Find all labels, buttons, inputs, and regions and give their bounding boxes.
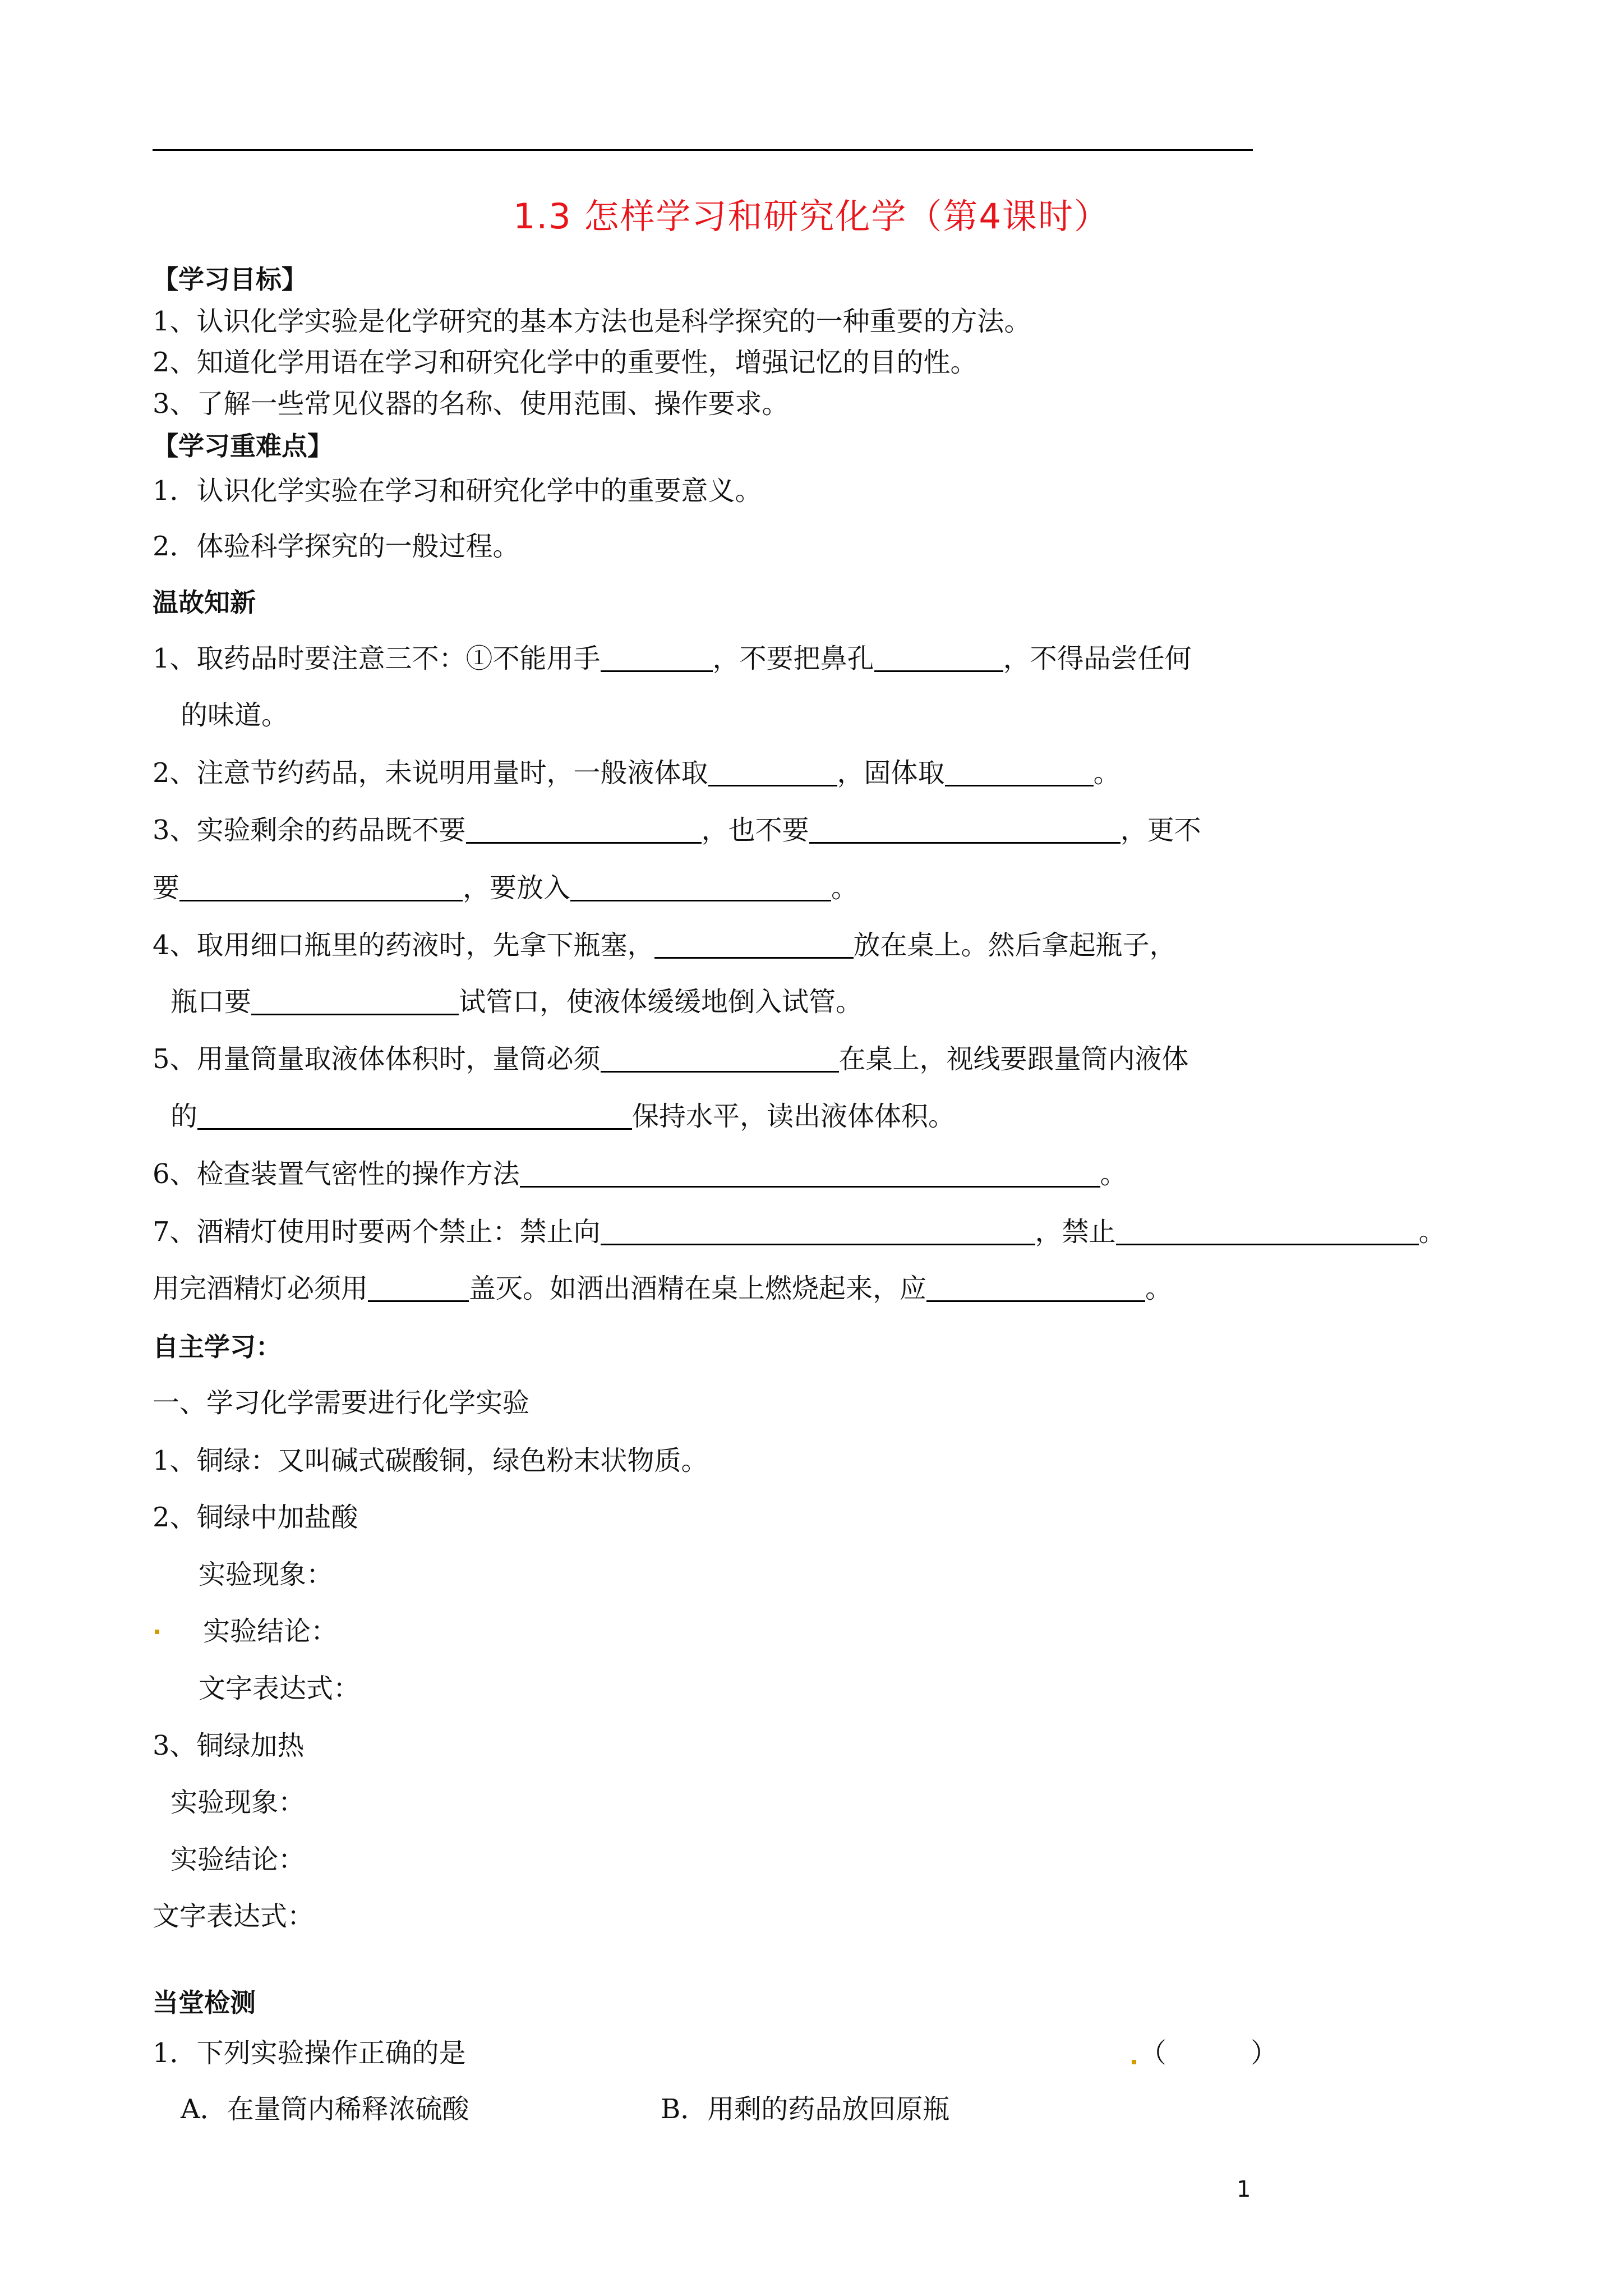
stray-mark — [1132, 2060, 1136, 2064]
q6-text-a: 6、检查装置气密性的操作方法 — [153, 1158, 520, 1190]
q1-blank-1[interactable] — [601, 646, 713, 672]
q3-text-c: ，更不 — [1120, 815, 1201, 846]
q5-blank-1[interactable] — [601, 1046, 839, 1073]
self-study-section: 一、学习化学需要进行化学实验 — [153, 1387, 530, 1419]
review-q2 — [153, 756, 1121, 790]
check-heading: 当堂检测 — [153, 1987, 256, 2018]
page-number: 1 — [1237, 2177, 1251, 2202]
goal-item: 1、认识化学实验是化学研究的基本方法也是科学探究的一种重要的方法。 — [153, 306, 1031, 337]
q2-text-a: 2、注意节约药品，未说明用量时，一般液体取 — [153, 757, 708, 789]
q4-text-a: 4、取用细口瓶里的药液时，先拿下瓶塞， — [153, 930, 654, 961]
q3-text-f: 。 — [831, 872, 859, 904]
q3-text-d: 要 — [153, 872, 180, 904]
paren-open: （ — [1140, 2037, 1167, 2069]
self-study-heading: 自主学习： — [153, 1332, 282, 1362]
goals-heading: 【学习目标】 — [153, 264, 307, 295]
q7-blank-4[interactable] — [926, 1276, 1145, 1302]
q7-text-c: 。 — [1418, 1216, 1446, 1248]
q2-text-b: ，固体取 — [837, 757, 945, 789]
word-equation-label: 文字表达式： — [199, 1673, 361, 1704]
q7-text-a: 7、酒精灯使用时要两个禁止：禁止向 — [153, 1216, 601, 1248]
q4-text-b: 放在桌上。然后拿起瓶子， — [853, 930, 1177, 961]
q4-blank-2[interactable] — [251, 989, 459, 1015]
q3-blank-2[interactable] — [809, 817, 1121, 844]
q4-text-d: 试管口，使液体缓缓地倒入试管。 — [459, 986, 863, 1018]
q4-blank-1[interactable] — [654, 932, 854, 959]
q7-text-d: 用完酒精灯必须用 — [153, 1273, 368, 1304]
q7-text-e: 盖灭。如洒出酒精在桌上燃烧起来，应 — [469, 1273, 927, 1304]
review-q4-line1 — [153, 928, 1177, 962]
q6-blank-1[interactable] — [520, 1161, 1100, 1188]
self-study-item: 2、铜绿中加盐酸 — [153, 1502, 358, 1533]
q5-text-c: 的 — [170, 1101, 198, 1132]
q7-text-f: 。 — [1145, 1273, 1173, 1304]
experiment-phenomenon-label: 实验现象： — [170, 1787, 306, 1818]
q3-text-a: 3、实验剩余的药品既不要 — [153, 815, 466, 846]
review-q3-line1 — [153, 813, 1201, 847]
q3-blank-1[interactable] — [466, 817, 702, 844]
paren-close: ） — [1251, 2037, 1278, 2069]
q6-text-b: 。 — [1100, 1158, 1127, 1190]
q2-blank-2[interactable] — [945, 760, 1094, 786]
page-title: 1.3 怎样学习和研究化学（第4课时） — [513, 196, 1110, 237]
q4-text-c: 瓶口要 — [170, 986, 252, 1018]
experiment-conclusion-label: 实验结论： — [203, 1616, 338, 1647]
header-rule — [153, 149, 1253, 151]
review-q3-line2 — [153, 871, 858, 905]
q2-blank-1[interactable] — [708, 760, 837, 786]
q5-text-d: 保持水平，读出液体体积。 — [632, 1101, 956, 1132]
review-q7-line1 — [153, 1215, 1446, 1249]
experiment-phenomenon-label: 实验现象： — [199, 1559, 334, 1590]
q1-blank-2[interactable] — [874, 646, 1003, 672]
q1-text-a: 1、取药品时要注意三不：①不能用手 — [153, 643, 601, 674]
q1-text-b: ，不要把鼻孔 — [712, 643, 874, 674]
answer-parentheses — [1140, 2036, 1278, 2070]
focus-heading: 【学习重难点】 — [153, 431, 333, 461]
q2-text-c: 。 — [1093, 757, 1121, 789]
q7-blank-3[interactable] — [368, 1276, 469, 1302]
q7-blank-1[interactable] — [601, 1219, 1035, 1245]
q3-blank-4[interactable] — [570, 875, 831, 901]
q1-text-c: ，不得品尝任何 — [1003, 643, 1192, 674]
focus-item: 2．体验科学探究的一般过程。 — [153, 531, 520, 562]
q5-blank-2[interactable] — [197, 1103, 632, 1130]
q7-blank-2[interactable] — [1116, 1219, 1419, 1245]
stray-mark — [155, 1630, 159, 1634]
review-q1-line1 — [153, 642, 1192, 675]
review-q5-line1 — [153, 1042, 1189, 1076]
experiment-conclusion-label: 实验结论： — [170, 1844, 306, 1875]
option-b: B．用剩的药品放回原瓶 — [661, 2093, 950, 2125]
option-a: A．在量筒内稀释浓硫酸 — [181, 2093, 469, 2125]
review-q6 — [153, 1157, 1127, 1191]
q3-text-b: ，也不要 — [701, 815, 809, 846]
review-q1-line2: 的味道。 — [181, 700, 289, 731]
check-question: 1．下列实验操作正确的是 — [153, 2037, 466, 2069]
q7-text-b: ，禁止 — [1035, 1216, 1116, 1248]
goal-item: 2、知道化学用语在学习和研究化学中的重要性，增强记忆的目的性。 — [153, 347, 978, 378]
review-q7-line2 — [153, 1272, 1172, 1305]
review-q4-line2 — [170, 985, 863, 1019]
focus-item: 1．认识化学实验在学习和研究化学中的重要意义。 — [153, 475, 762, 507]
review-heading: 温故知新 — [153, 587, 256, 618]
q3-blank-3[interactable] — [179, 875, 463, 901]
q3-text-e: ，要放入 — [463, 872, 571, 904]
q5-text-a: 5、用量筒量取液体体积时，量筒必须 — [153, 1043, 601, 1075]
goal-item: 3、了解一些常见仪器的名称、使用范围、操作要求。 — [153, 388, 789, 420]
self-study-item: 1、铜绿：又叫碱式碳酸铜，绿色粉末状物质。 — [153, 1445, 708, 1476]
q5-text-b: 在桌上，视线要跟量筒内液体 — [838, 1043, 1189, 1075]
review-q5-line2 — [170, 1099, 955, 1133]
self-study-item: 3、铜绿加热 — [153, 1730, 305, 1761]
word-equation-label: 文字表达式： — [153, 1901, 315, 1932]
